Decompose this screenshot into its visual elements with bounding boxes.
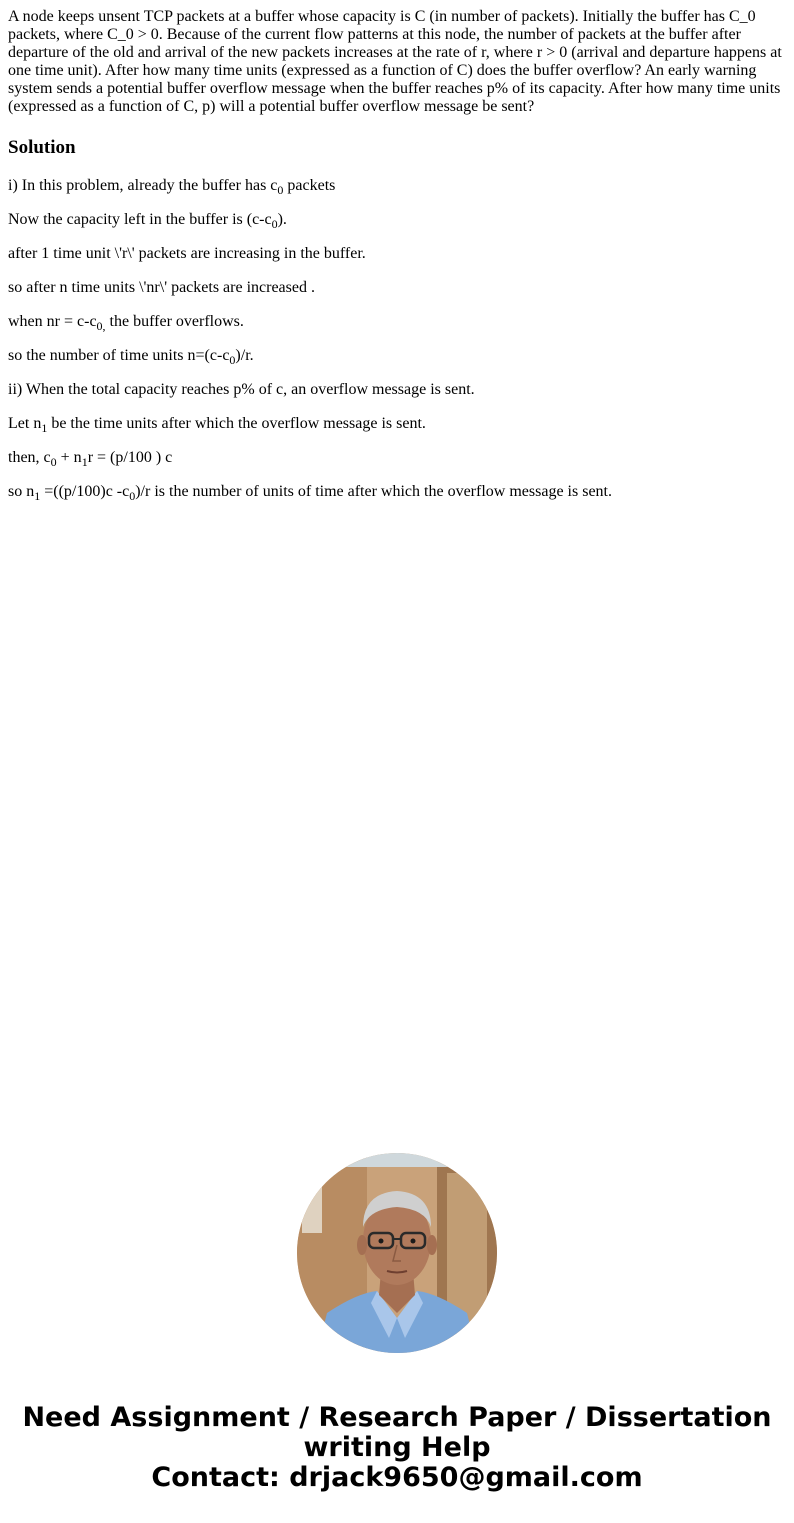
document-body — [8, 8, 786, 517]
footer-banner — [0, 1403, 794, 1493]
solution-line-6 — [8, 347, 786, 368]
text-segment: so n — [8, 483, 35, 500]
solution-line-10 — [8, 483, 786, 504]
solution-line-3: after 1 time unit \'r\' packets are increasing in the buffer. — [8, 245, 366, 262]
footer-line-1: Need Assignment / Research Paper / Dissertation — [22, 1402, 772, 1433]
question-text: A node keeps unsent TCP packets at a buffer whose capacity is C (in number of packets). Initially the buffer has C_0 packets, where C_0 > 0. Because of the current flow patterns at this node, the number of packets at the buffer after departure of the old and arrival of the new packets increases at the rate of r, where r > 0 (arrival and departure happens at one time unit). After how many time units (expressed as a function of C) does the buffer overflow? An early warning system sends a potential buffer overflow message when the buffer reaches p% of its capacity. After how many time units (expressed as a function of C, p) will a potential buffer overflow message be sent? — [8, 8, 782, 115]
text-segment: ). — [277, 211, 287, 228]
text-segment: Now the capacity left in the buffer is (c-c — [8, 211, 272, 228]
text-segment: =((p/100)c -c — [40, 483, 130, 500]
solution-line-2 — [8, 211, 786, 232]
subscript: 0, — [96, 319, 106, 334]
solution-heading: Solution — [8, 137, 76, 158]
person-photo-icon — [297, 1153, 497, 1353]
subscript: 0 — [271, 217, 278, 232]
text-segment: then, c — [8, 449, 51, 466]
text-segment: be the time units after which the overflow message is sent. — [47, 415, 426, 432]
text-segment: + n — [56, 449, 82, 466]
text-segment: )/r is the number of units of time after which the overflow message is sent. — [135, 483, 612, 500]
subscript: 0 — [50, 455, 57, 470]
text-segment: i) In this problem, already the buffer has c — [8, 177, 278, 194]
footer-contact: Contact: drjack9650@gmail.com — [151, 1462, 643, 1493]
solution-line-9 — [8, 449, 786, 470]
text-segment: )/r. — [235, 347, 254, 364]
text-segment: packets — [283, 177, 336, 194]
solution-line-7: ii) When the total capacity reaches p% of c, an overflow message is sent. — [8, 381, 475, 398]
solution-line-8 — [8, 415, 786, 436]
text-segment: when nr = c-c — [8, 313, 97, 330]
solution-line-1 — [8, 177, 786, 198]
subscript: 1 — [81, 455, 88, 470]
subscript: 0 — [229, 353, 236, 368]
solution-line-4: so after n time units \'nr\' packets are increased . — [8, 279, 315, 296]
text-segment: Let n — [8, 415, 42, 432]
subscript: 0 — [277, 183, 284, 198]
text-segment: so the number of time units n=(c-c — [8, 347, 230, 364]
solution-line-5 — [8, 313, 786, 334]
subscript: 1 — [41, 421, 48, 436]
footer-line-2: writing Help — [303, 1432, 491, 1463]
subscript: 1 — [34, 489, 41, 504]
text-segment: r = (p/100 ) c — [87, 449, 173, 466]
subscript: 0 — [129, 489, 136, 504]
avatar — [297, 1153, 497, 1353]
text-segment: the buffer overflows. — [105, 313, 244, 330]
